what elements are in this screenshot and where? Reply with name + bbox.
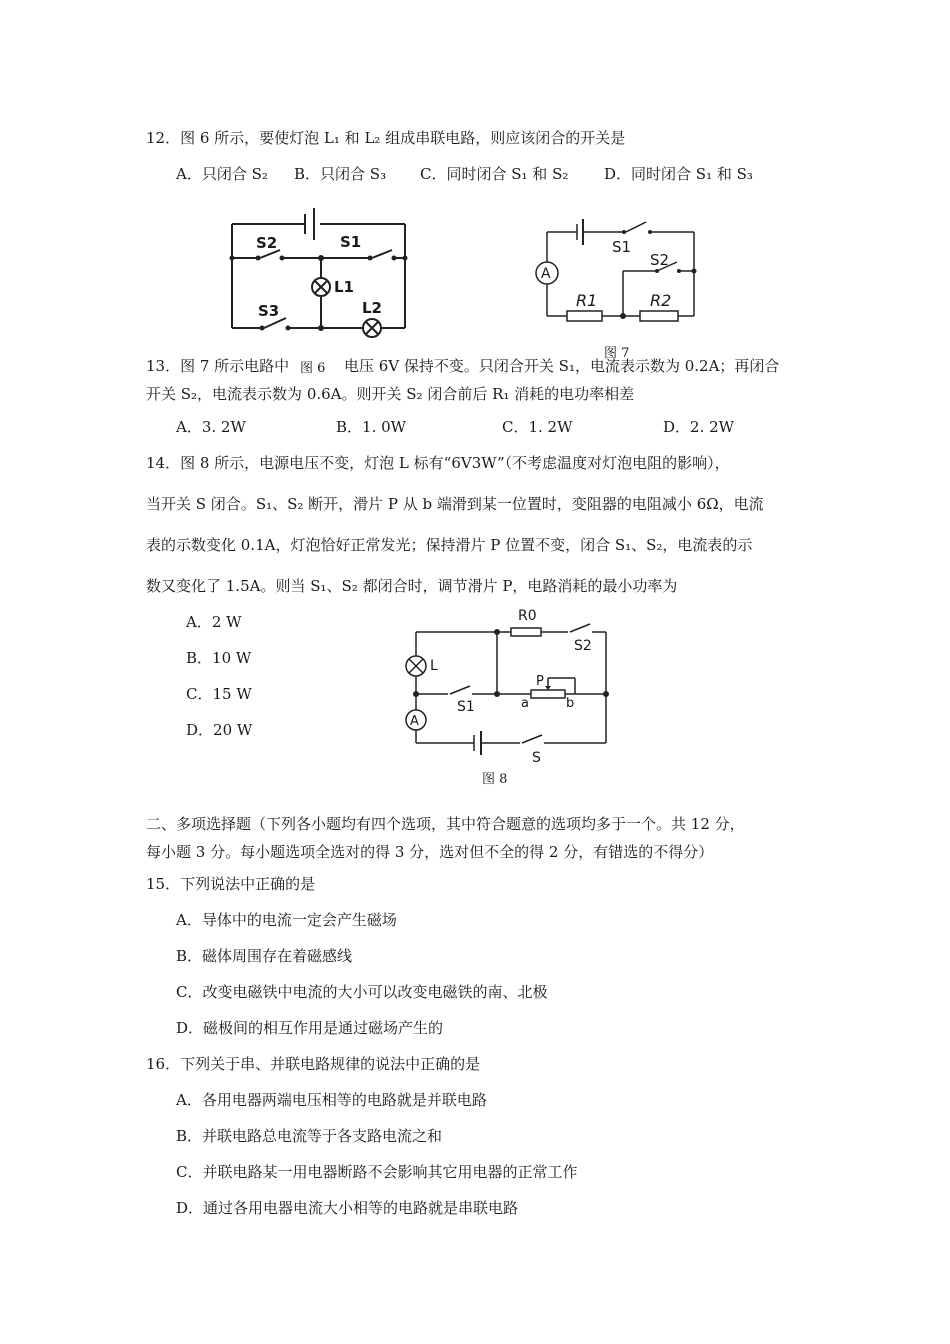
q13-stem-line1-end: 电压 6V 保持不变。只闭合开关 S₁，电流表示数为 0.2A；再闭合 xyxy=(344,357,780,375)
fig7-label-s1: S1 xyxy=(612,238,632,256)
section2-heading-line1: 二、多项选择题（下列各小题均有四个选项，其中符合题意的选项均多于一个。共 12 分， xyxy=(146,815,745,833)
q12-option-d: D．同时闭合 S₁ 和 S₃ xyxy=(604,165,753,183)
q13-stem-line1-start: 13．图 7 所示电路中 xyxy=(146,357,290,375)
q16-option-c: C．并联电路某一用电器断路不会影响其它用电器的正常工作 xyxy=(176,1163,578,1181)
q13-stem-line2: 开关 S₂，电流表示数为 0.6A。则开关 S₂ 闭合前后 R₁ 消耗的电功率相差 xyxy=(146,385,635,403)
fig6-label-s2: S2 xyxy=(256,234,278,252)
q14-option-c: C．15 W xyxy=(186,685,252,703)
q13-option-a: A．3. 2W xyxy=(176,418,246,436)
q15-option-d: D．磁极间的相互作用是通过磁场产生的 xyxy=(176,1019,444,1037)
q16-option-b: B．并联电路总电流等于各支路电流之和 xyxy=(176,1127,443,1145)
fig7-label-s2: S2 xyxy=(650,251,670,269)
fig6-label-l1: L1 xyxy=(334,278,354,296)
fig8-label-l: L xyxy=(430,658,438,674)
q16-option-d: D．通过各用电器电流大小相等的电路就是串联电路 xyxy=(176,1199,519,1217)
q14-option-a: A．2 W xyxy=(186,613,242,631)
fig7-label-r2: R2 xyxy=(650,291,672,310)
q14-option-d: D．20 W xyxy=(186,721,253,739)
fig8-label-s1: S1 xyxy=(457,699,475,715)
q13-option-c: C．1. 2W xyxy=(502,418,573,436)
q12-stem: 12．图 6 所示，要使灯泡 L₁ 和 L₂ 组成串联电路，则应该闭合的开关是 xyxy=(146,129,626,147)
q14-option-b: B．10 W xyxy=(186,649,252,667)
fig8-label-b: b xyxy=(566,696,575,711)
q13-option-b: B．1. 0W xyxy=(336,418,407,436)
q15-stem: 15．下列说法中正确的是 xyxy=(146,875,316,893)
fig7-caption: 图 7 xyxy=(604,346,630,361)
q12-option-a: A．只闭合 S₂ xyxy=(176,165,268,183)
q14-stem-line3: 表的示数变化 0.1A，灯泡恰好正常发光；保持滑片 P 位置不变，闭合 S₁、S₂，电流表的示 xyxy=(146,536,753,554)
fig8-caption: 图 8 xyxy=(482,772,508,787)
q14-stem-line2: 当开关 S 闭合。S₁、S₂ 断开，滑片 P 从 b 端滑到某一位置时，变阻器的电阻减小 6Ω，电流 xyxy=(146,495,764,513)
fig6-label-l2: L2 xyxy=(362,299,382,317)
fig6-label-s3: S3 xyxy=(258,302,280,320)
fig7-label-ammeter: A xyxy=(541,266,551,282)
q16-stem: 16．下列关于串、并联电路规律的说法中正确的是 xyxy=(146,1055,481,1073)
q14-stem-line1: 14．图 8 所示，电源电压不变，灯泡 L 标有“6V3W”（不考虑温度对灯泡电阻的影响）， xyxy=(146,454,730,472)
fig6-label-s1: S1 xyxy=(340,233,362,251)
q15-option-c: C．改变电磁铁中电流的大小可以改变电磁铁的南、北极 xyxy=(176,983,548,1001)
fig8-label-a: a xyxy=(521,696,529,711)
q13-option-d: D．2. 2W xyxy=(663,418,735,436)
fig8-label-s2: S2 xyxy=(574,638,592,654)
fig8-label-s: S xyxy=(532,750,541,766)
q12-option-c: C．同时闭合 S₁ 和 S₂ xyxy=(420,165,569,183)
q15-option-b: B．磁体周围存在着磁感线 xyxy=(176,947,353,965)
fig7-label-r1: R1 xyxy=(576,291,598,310)
fig8-label-p: P xyxy=(536,674,544,689)
q14-stem-line4: 数又变化了 1.5A。则当 S₁、S₂ 都闭合时，调节滑片 P，电路消耗的最小功率为 xyxy=(146,577,678,595)
fig6-caption: 图 6 xyxy=(300,361,326,376)
q12-option-b: B．只闭合 S₃ xyxy=(294,165,387,183)
fig8-label-ammeter: A xyxy=(410,714,419,729)
q16-option-a: A．各用电器两端电压相等的电路就是并联电路 xyxy=(176,1091,487,1109)
fig8-label-r0: R0 xyxy=(518,608,537,624)
q15-option-a: A．导体中的电流一定会产生磁场 xyxy=(176,911,397,929)
section2-heading-line2: 每小题 3 分。每小题选项全选对的得 3 分，选对但不全的得 2 分，有错选的不得分） xyxy=(146,843,714,861)
